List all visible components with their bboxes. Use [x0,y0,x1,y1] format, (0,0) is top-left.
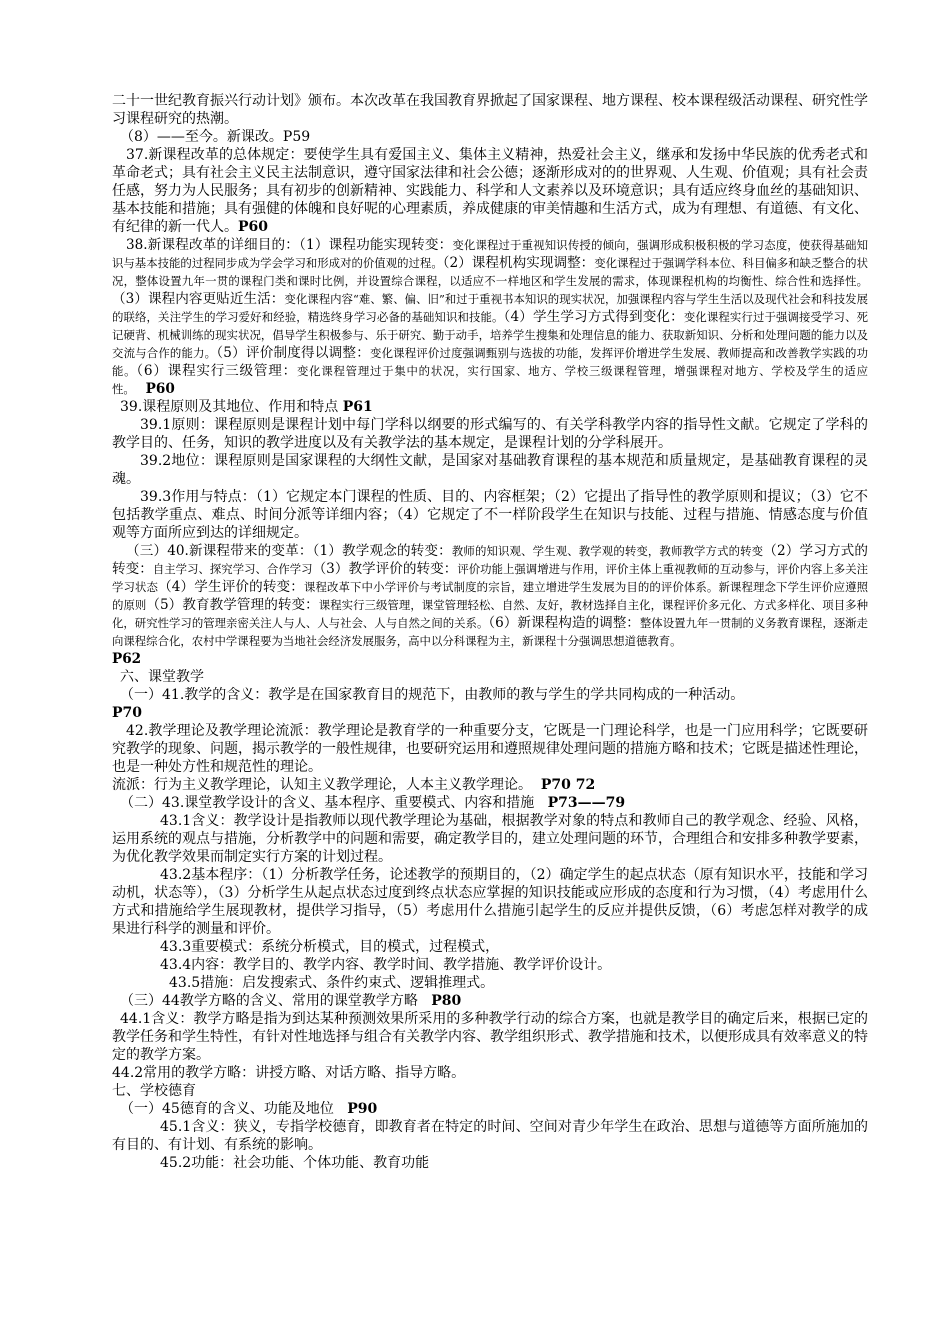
page-reference: P73——79 [547,795,626,811]
paragraph: 42.教学理论及教学理论流派：教学理论是教育学的一种重要分支，它既是一门理论科学，也是一门应用科学；它既要研究教学的现象、问题，揭示教学的一般性规律，也要研究运用和遵照规律处理问题的措施方略和技术；它既是描述性理论，也是一种处方性和规范性的理论。 [112,723,868,775]
paragraph: 45.1含义：狭义，专指学校德育，即教育者在特定的时间、空间对青少年学生在政治、思想与道德等方面所施加的有目的、有计划、有系统的影响。 [112,1119,868,1153]
paragraph [112,686,868,722]
paragraph-heading: （3）课程内容更贴近生活： [112,291,285,307]
paragraph: 43.4内容：教学目的、教学内容、教学时间、教学措施、教学评价设计。 [160,957,612,973]
paragraph-text: 变化课程管理过于集中的状况，实行国家、地方、学校三级课程管理，增强课程对地方、学校及学生的适应性。 [112,364,868,396]
paragraph-text: （一）41.教学的含义：教学是在国家教育目的规范下，由教师的教与学生的学共同构成的一种活动。 [120,687,745,703]
paragraph: 43.1含义：教学设计是指教师以现代教学理论为基础，根据教学对象的特点和教师自己的教学观念、经验、风格，运用系统的观点与措施，分析教学中的问题和需要，确定教学目的，建立处理问题的环节，合理组合和安排多种教学要素，为优化教学效果而制定实行方案的计划过程。 [112,813,868,865]
paragraph: 39.3作用与特点：（1）它规定本门课程的性质、目的、内容框架；（2）它提出了指导性的教学原则和提议；（3）它不包括教学重点、难点、时间分派等详细内容；（4）它规定了不一样阶段学生在知识与技能、过程与措施、情感态度与价值观等方面所应到达的详细规定。 [112,489,868,541]
paragraph-heading: （4）学生学习方式得到变化： [503,309,684,325]
paragraph-heading: 38.新课程改革的详细目的：（1）课程功能实现转变： [126,237,453,253]
page-reference: P90 [347,1101,378,1117]
paragraph: （8）——至今。新课改。P59 [120,129,311,145]
paragraph-heading: （5）教育教学管理的转变： [146,597,319,613]
paragraph [112,146,868,236]
paragraph-text: 课程改革下中小学评价与考试制度的宗旨，建立增进学生发展为目的的评价体系。新课程理念下学生评价应遵照的原则 [112,580,868,612]
paragraph-text: 变化课程过于重视知识传授的倾向，强调形成积极积极的学习态度，使获得基础知识与基本技能的过程同步成为学会学习和形成对的价值观的过程。 [112,238,868,270]
paragraph [112,398,868,416]
paragraph-text: 变化课程实行过于强调接受学习、死记硬背、机械训练的现实状况，倡导学生积极参与、乐于研究、勤于动手，培养学生搜集和处理信息的能力、获取新知识、分析和处理问题的能力以及交流与合作的能力。 [112,310,868,360]
paragraph-heading: （三）40.新课程带来的变革：（1）教学观念的转变： [126,543,452,559]
paragraph [112,542,868,668]
page-reference: P70 72 [540,777,596,793]
section-heading: 六、课堂教学 [120,669,204,685]
paragraph: 43.2基本程序：（1）分析教学任务，论述教学的预期目的，（2）确定学生的起点状态（原有知识水平，技能和学习动机，状态等），（3）分析学生从起点状态过度到终点状态应掌握的知识技能或应形成的态度和行为习惯，（4）考虑用什么方式和措施给学生展现教材，提供学习指导，（5）考虑用什么措施引起学生的反应并提供反馈，（6）考虑怎样对教学的成果进行科学的测量和评价。 [112,867,868,937]
paragraph: 39.1原则：课程原则是课程计划中每门学科以纲要的形式编写的、有关学科教学内容的指导性文献。它规定了学科的教学目的、任务，知识的教学进度以及有关教学法的基本规定，是课程计划的分学科展开。 [112,417,868,451]
paragraph-text: （二）43.课堂教学设计的含义、基本程序、重要模式、内容和措施 [120,795,535,811]
paragraph [112,992,868,1010]
paragraph-heading: （3）教学评价的转变： [312,561,458,577]
paragraph-text: 课程实行三级管理，课堂管理轻松、自然、友好，教材选择自主化，课程评价多元化、方式多样化、项目多种化，研究性学习的管理亲密关注人与人、人与社会、人与自然之间的关系。 [112,598,868,630]
paragraph-text: 整体设置九年一贯制的义务教育课程，逐渐走向课程综合化，农村中学课程要为当地社会经济发展服务，高中以分科课程为主，新课程十分强调思想道德教育。 [112,616,868,648]
paragraph-text: 37.新课程改革的总体规定：要使学生具有爱国主义、集体主义精神，热爱社会主义，继承和发扬中华民族的优秀老式和革命老式；具有社会主义民主法制意识，遵守国家法律和社会公德；逐渐形成对的的世界观、人生观、价值观；具有社会责任感，努力为人民服务；具有初步的创新精神、实践能力、科学和人文素养以及环境意识；具有适应终身血丝的基础知识、基本技能和措施；具有强健的体魄和良好呢的心理素质，养成健康的审美情趣和生活方式，成为有理想、有道德、有文化、有纪律的新一代人。 [112,147,868,235]
paragraph: 44.1含义：教学方略是指为到达某种预测效果所采用的多种教学行动的综合方案，也就是教学目的确定后来，根据已定的教学任务和学生特性，有针对性地选择与组合有关教学内容、教学组织形式、教学措施和技术，以便形成具有效率意义的特定的教学方案。 [112,1011,868,1063]
page-reference: P62 [112,651,142,667]
document-page [112,92,868,1172]
paragraph-heading: （4）学生评价的转变： [158,579,304,595]
paragraph-text: 变化课程内容“难、繁、偏、旧”和过于重视书本知识的现实状况，加强课程内容与学生生活以及现代社会和科技发展的联络，关注学生的学习爱好和经验，精选终身学习必备的基础知识和技能。 [112,292,868,324]
paragraph: 45.2功能：社会功能、个体功能、教育功能 [160,1155,430,1171]
page-reference: P60 [145,381,175,397]
paragraph-heading: （5）评价制度得以调整： [216,345,370,361]
section-heading: 七、学校德育 [112,1083,196,1099]
paragraph-text: 教师的知识观、学生观、教学观的转变，教师教学方式的转变 [451,544,764,558]
paragraph: 二十一世纪教育振兴行动计划》颁布。本次改革在我国教育界掀起了国家课程、地方课程、校本课程级活动课程、研究性学习课程研究的热潮。 [112,93,868,127]
paragraph-heading: （2）课程机构实现调整： [442,255,595,271]
paragraph [112,776,868,794]
paragraph-text: 变化课程过于强调学科本位、科目偏多和缺乏整合的状况，整体设置九年一贯的课程门类和课时比例，并设置综合课程，以适应不一样地区和学生发展的需求，体现课程机构的均衡性、综合性和选择性。 [112,256,868,288]
paragraph: 44.2常用的教学方略：讲授方略、对话方略、指导方略。 [112,1065,466,1081]
paragraph-text: （一）45德育的含义、功能及地位 [120,1101,334,1117]
paragraph-text: 自主学习、探究学习、合作学习 [152,562,313,576]
paragraph [112,794,868,812]
paragraph-heading: （6）课程实行三级管理： [136,363,298,379]
paragraph-heading: （2）学习方式的转变： [112,543,869,577]
paragraph [112,1100,868,1118]
page-reference: P60 [238,219,269,235]
page-reference: P70 [112,705,143,721]
paragraph-text: 39.课程原则及其地位、作用和特点 [120,399,339,415]
paragraph [112,236,868,398]
page-reference: P61 [342,399,373,415]
paragraph: 43.5措施：启发搜索式、条件约束式、逻辑推理式。 [169,975,495,991]
paragraph-text: 评价功能上强调增进与作用，评价主体上重视教师的互动参与，评价内容上多关注学习状态 [112,562,868,594]
paragraph-text: 变化课程评价过度强调甄别与选拔的功能，发挥评价增进学生发展、教师提高和改善教学实践的功能。 [112,346,868,378]
paragraph: 43.3重要模式：系统分析模式，目的模式，过程模式， [160,939,500,955]
paragraph-text: 流派：行为主义教学理论，认知主义教学理论，人本主义教学理论。 [112,777,532,793]
paragraph-heading: （6）新课程构造的调整： [488,615,640,631]
paragraph-text: （三）44教学方略的含义、常用的课堂教学方略 [120,993,418,1009]
page-reference: P80 [431,993,462,1009]
paragraph: 39.2地位：课程原则是国家课程的大纲性文献，是国家对基础教育课程的基本规范和质量规定，是基础教育课程的灵魂。 [112,453,868,487]
